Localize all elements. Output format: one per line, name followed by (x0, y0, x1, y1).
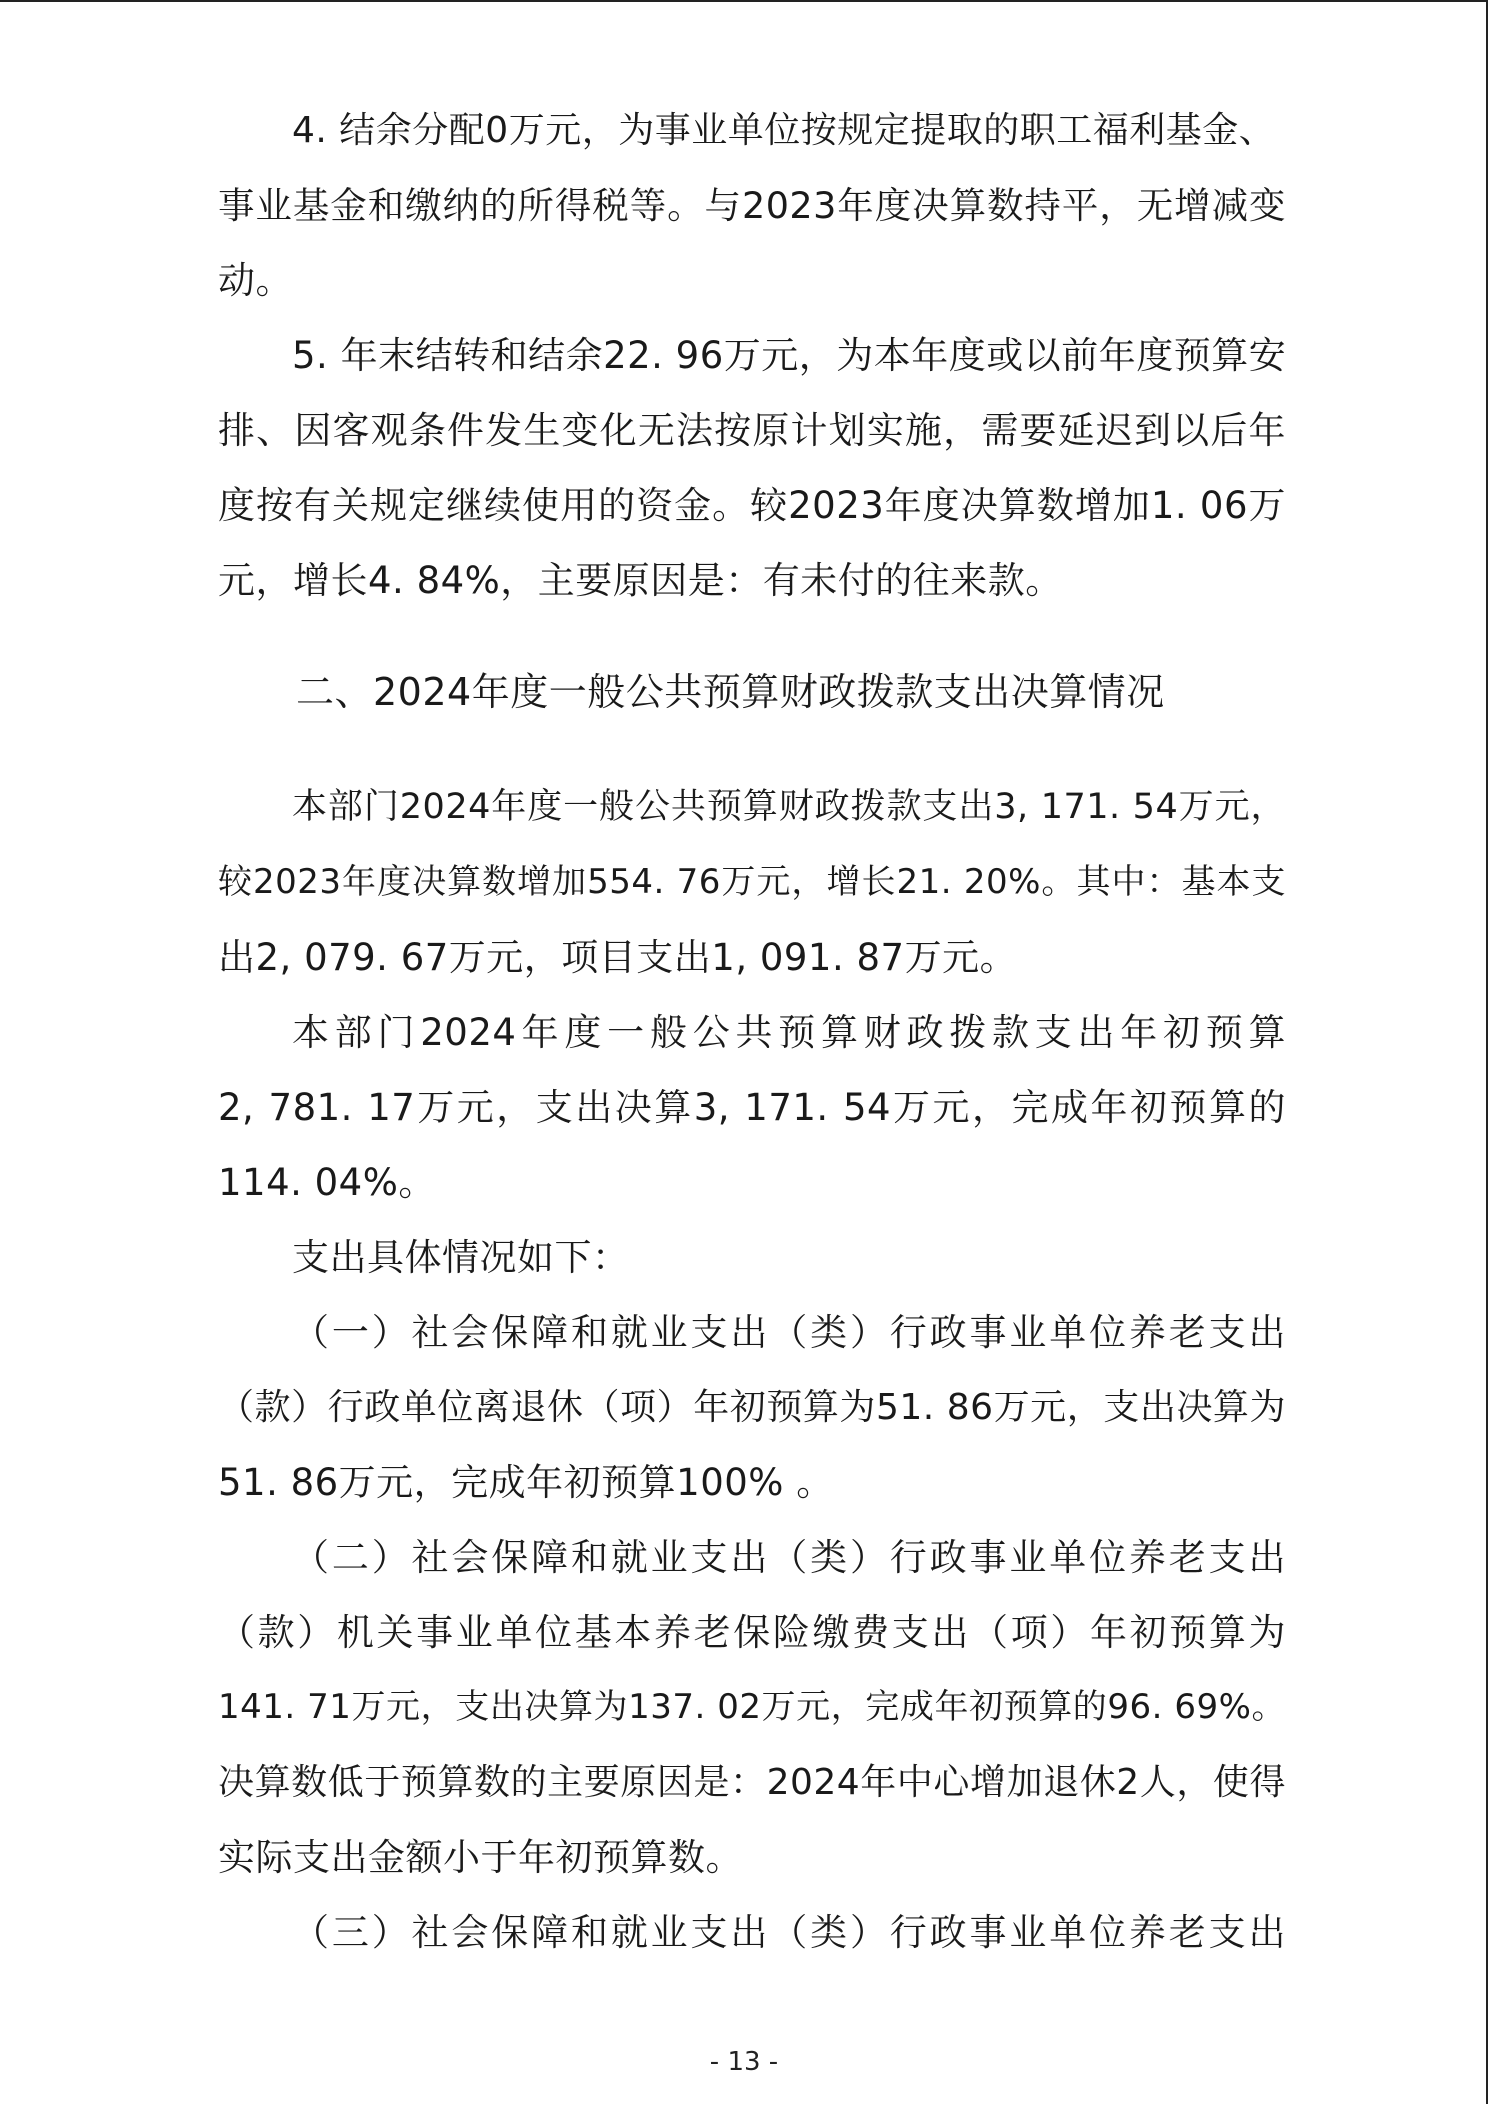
paragraph-line: 度按有关规定继续使用的资金。较2023年度决算数增加1. 06万 (218, 484, 1286, 527)
paragraph-line: （三）社会保障和就业支出（类）行政事业单位养老支出 (292, 1911, 1286, 1954)
paragraph-line: 本部门2024年度一般公共预算财政拨款支出年初预算 (292, 1011, 1286, 1054)
paragraph-line: 出2, 079. 67万元，项目支出1, 091. 87万元。 (218, 936, 1018, 979)
paragraph-line: 决算数低于预算数的主要原因是：2024年中心增加退休2人，使得 (218, 1762, 1286, 1803)
paragraph-line: 2, 781. 17万元，支出决算3, 171. 54万元，完成年初预算的 (218, 1086, 1286, 1129)
page-number: - 13 - (709, 2047, 779, 2077)
paragraph-line: 5. 年末结转和结余22. 96万元，为本年度或以前年度预算安 (292, 334, 1287, 377)
paragraph-line: 排、因客观条件发生变化无法按原计划实施，需要延迟到以后年 (218, 409, 1286, 452)
paragraph-line: 较2023年度决算数增加554. 76万元，增长21. 20%。其中：基本支 (218, 862, 1286, 902)
paragraph-line: （款）机关事业单位基本养老保险缴费支出（项）年初预算为 (218, 1611, 1286, 1654)
paragraph-line: 114. 04%。 (218, 1161, 436, 1204)
paragraph-line: 支出具体情况如下： (292, 1236, 630, 1279)
paragraph-line: （款）行政单位离退休（项）年初预算为51. 86万元，支出决算为 (218, 1387, 1286, 1428)
paragraph-line: （一）社会保障和就业支出（类）行政事业单位养老支出 (292, 1311, 1286, 1354)
paragraph-line: （二）社会保障和就业支出（类）行政事业单位养老支出 (292, 1536, 1286, 1579)
paragraph-line: 141. 71万元，支出决算为137. 02万元，完成年初预算的96. 69%。 (218, 1687, 1286, 1727)
paragraph-line: 元，增长4. 84%，主要原因是：有未付的往来款。 (218, 559, 1063, 602)
paragraph-line: 动。 (218, 259, 293, 302)
paragraph-line: 事业基金和缴纳的所得税等。与2023年度决算数持平，无增减变 (218, 184, 1286, 227)
paragraph-line: 4. 结余分配0万元，为事业单位按规定提取的职工福利基金、 (292, 110, 1276, 151)
section-heading: 二、2024年度一般公共预算财政拨款支出决算情况 (296, 670, 1165, 714)
paragraph-line: 本部门2024年度一般公共预算财政拨款支出3, 171. 54万元， (292, 787, 1286, 827)
paragraph-line: 实际支出金额小于年初预算数。 (218, 1836, 743, 1879)
paragraph-line: 51. 86万元，完成年初预算100% 。 (218, 1461, 834, 1504)
